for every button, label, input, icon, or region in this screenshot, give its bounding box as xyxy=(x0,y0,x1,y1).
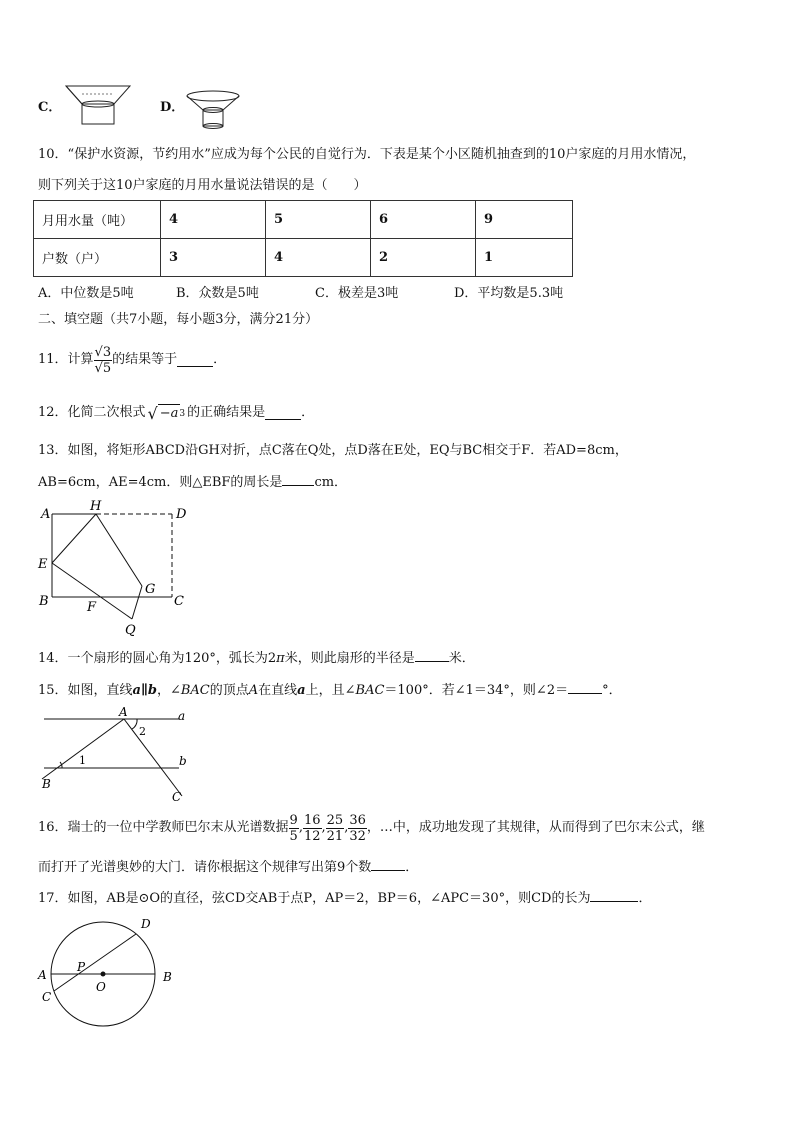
answer-blank xyxy=(371,858,405,871)
line-label-a: a xyxy=(178,709,186,723)
q11-fraction xyxy=(94,345,113,376)
point-label-b: B xyxy=(163,970,172,984)
q14-text-a: 14．一个扇形的圆心角为120°，弧长为2 xyxy=(38,651,277,666)
q11-suffix: 的结果等于 xyxy=(112,352,178,367)
table-cell: 2 xyxy=(371,239,476,277)
q15-text-b: ， xyxy=(156,683,170,698)
denominator: 32 xyxy=(349,828,366,844)
q17-text: 17．如图，AB是⊙O的直径，弦CD交AB于点P，AP＝2，BP＝6，∠APC＝30°，则CD的长为 xyxy=(38,891,591,906)
q15-angle2: ∠BAC xyxy=(344,683,385,698)
q16-line2 xyxy=(38,858,418,877)
q15-text-a: 15．如图，直线 xyxy=(38,683,133,698)
q16-end: ． xyxy=(405,860,419,875)
answer-blank xyxy=(265,407,301,420)
point-label-g: G xyxy=(145,582,156,597)
denominator: 21 xyxy=(326,828,344,844)
numerator: 16 xyxy=(303,812,321,828)
q14-text-b: 米，则此扇形的半径是 xyxy=(284,651,415,666)
q16-text-a: 16．瑞士的一位中学教师巴尔末从光谱数据 xyxy=(38,820,289,835)
point-label-c: C xyxy=(172,790,182,804)
q10-option-c: C．极差是3吨 xyxy=(315,286,399,301)
q17-circle-chord-figure xyxy=(32,912,182,1032)
numerator: 25 xyxy=(326,812,344,828)
q10-line2: 则下列关于这10户家庭的月用水量说法错误的是（ ） xyxy=(38,178,367,193)
q11 xyxy=(38,342,226,378)
table-cell: 户数（户） xyxy=(34,239,161,277)
q17-end: ． xyxy=(638,891,652,906)
numerator: 9 xyxy=(289,812,298,828)
q16-fraction xyxy=(326,813,345,844)
section-heading: 二、填空题（共7小题，每小题3分，满分21分） xyxy=(38,312,319,327)
point-label-o: O xyxy=(96,980,106,994)
q14 xyxy=(38,649,475,668)
answer-blank xyxy=(415,649,449,662)
water-usage-table xyxy=(33,200,573,277)
radical-sign-icon: √ xyxy=(147,403,158,423)
q11-end: ． xyxy=(213,352,227,367)
q14-pi: π xyxy=(276,651,285,666)
numerator: 36 xyxy=(349,812,366,828)
q14-text-c: 米． xyxy=(448,651,475,666)
q15-line-a: a xyxy=(297,683,306,698)
q13-line1: 13．如图，将矩形ABCD沿GH对折，点C落在Q处，点D落在E处，EQ与BC相交于F．若AD=8cm， xyxy=(38,443,628,458)
q12-prefix: 12．化简二次根式 xyxy=(38,405,146,420)
table-cell: 3 xyxy=(161,239,266,277)
table-cell: 6 xyxy=(371,201,476,239)
point-label-p: P xyxy=(77,960,86,974)
q15-parallel-lines-figure xyxy=(34,704,202,804)
point-label-d: D xyxy=(141,917,151,931)
q15-text-c: 的顶点 xyxy=(209,683,249,698)
q15-angle: ∠BAC xyxy=(169,683,210,698)
q10-option-a: A．中位数是5吨 xyxy=(38,286,134,301)
table-row xyxy=(34,239,573,277)
q15-text-d: 在直线 xyxy=(258,683,298,698)
q10-line1: 10．“保护水资源，节约用水”应成为每个公民的自觉行为．下表是某个小区随机抽查到的10户家庭的月用水情况， xyxy=(38,147,696,162)
table-cell: 4 xyxy=(266,239,371,277)
angle-label-2: 2 xyxy=(139,725,146,738)
point-label-d: D xyxy=(176,507,187,522)
q16-fraction xyxy=(289,813,299,844)
q10-option-b: B．众数是5吨 xyxy=(176,286,259,301)
q12-suffix: 的正确结果是 xyxy=(187,405,266,420)
q15-text-e: 上，且 xyxy=(305,683,345,698)
point-label-c: C xyxy=(174,594,184,609)
q11-prefix: 11．计算 xyxy=(38,352,94,367)
answer-blank xyxy=(590,889,638,902)
table-cell: 月用水量（吨） xyxy=(34,201,161,239)
point-label-a: A xyxy=(119,705,128,719)
point-label-q: Q xyxy=(125,623,136,638)
table-cell: 1 xyxy=(476,239,573,277)
q17 xyxy=(38,889,651,908)
table-cell: 5 xyxy=(266,201,371,239)
q13-line2 xyxy=(38,473,347,492)
point-label-a: A xyxy=(41,507,51,522)
line-label-b: b xyxy=(179,754,187,768)
q13-line2-text: AB=6cm，AE=4cm．则△EBF的周长是 xyxy=(38,475,283,490)
answer-blank xyxy=(177,354,213,367)
q11-denominator: √5 xyxy=(94,360,112,376)
point-label-b: B xyxy=(39,594,49,609)
q15-text-f: ＝100°．若∠1＝34°，则∠2＝ xyxy=(384,683,569,698)
q15-vertex: A xyxy=(248,683,259,698)
denominator: 12 xyxy=(303,828,321,844)
q13-rectangle-fold-figure xyxy=(32,498,202,640)
figure-c-frustum xyxy=(62,82,134,128)
angle-label-1: 1 xyxy=(79,754,86,767)
q12 xyxy=(38,403,314,423)
point-label-b: B xyxy=(42,777,51,791)
point-label-h: H xyxy=(90,499,102,514)
answer-blank xyxy=(568,681,602,694)
q16-text-b: ，…中，成功地发现了其规律，从而得到了巴尔末公式，继 xyxy=(366,820,705,835)
q11-numerator: √3 xyxy=(94,344,112,360)
point-label-e: E xyxy=(38,557,48,572)
q16-fraction xyxy=(348,813,367,844)
q16-fraction xyxy=(303,813,322,844)
point-label-a: A xyxy=(38,968,47,982)
q12-end: ． xyxy=(301,405,315,420)
table-row xyxy=(34,201,573,239)
q15-text-g: °． xyxy=(602,683,622,698)
q12-radical xyxy=(148,404,186,423)
q16-line1: 16．瑞士的一位中学教师巴尔末从光谱数据 $\frac{9}{5}$ , $\frac{16}{12}$ , $\frac{25}{21}$ , $\frac{36}{32}$ ，…中，成功地发现了其规律，从而得到了巴尔末公式，继 xyxy=(38,812,705,844)
figure-d-frustum xyxy=(184,88,242,130)
option-d-label: D． xyxy=(160,100,185,115)
table-cell: 9 xyxy=(476,201,573,239)
q16-line2-text: 而打开了光谱奥妙的大门．请你根据这个规律写出第9个数 xyxy=(38,860,372,875)
denominator: 5 xyxy=(289,828,298,844)
q13-line2-unit: cm． xyxy=(314,475,348,490)
point-label-f: F xyxy=(87,600,97,615)
answer-blank xyxy=(282,473,314,486)
q12-radicand: −a xyxy=(159,405,179,421)
q15-parallel: a∥b xyxy=(132,683,157,698)
q10-option-d: D．平均数是5.3吨 xyxy=(454,286,564,301)
q15 xyxy=(38,681,622,700)
q12-exponent: 3 xyxy=(179,408,186,419)
table-cell: 4 xyxy=(161,201,266,239)
point-label-c: C xyxy=(42,990,52,1004)
option-c-label: C． xyxy=(38,100,62,115)
